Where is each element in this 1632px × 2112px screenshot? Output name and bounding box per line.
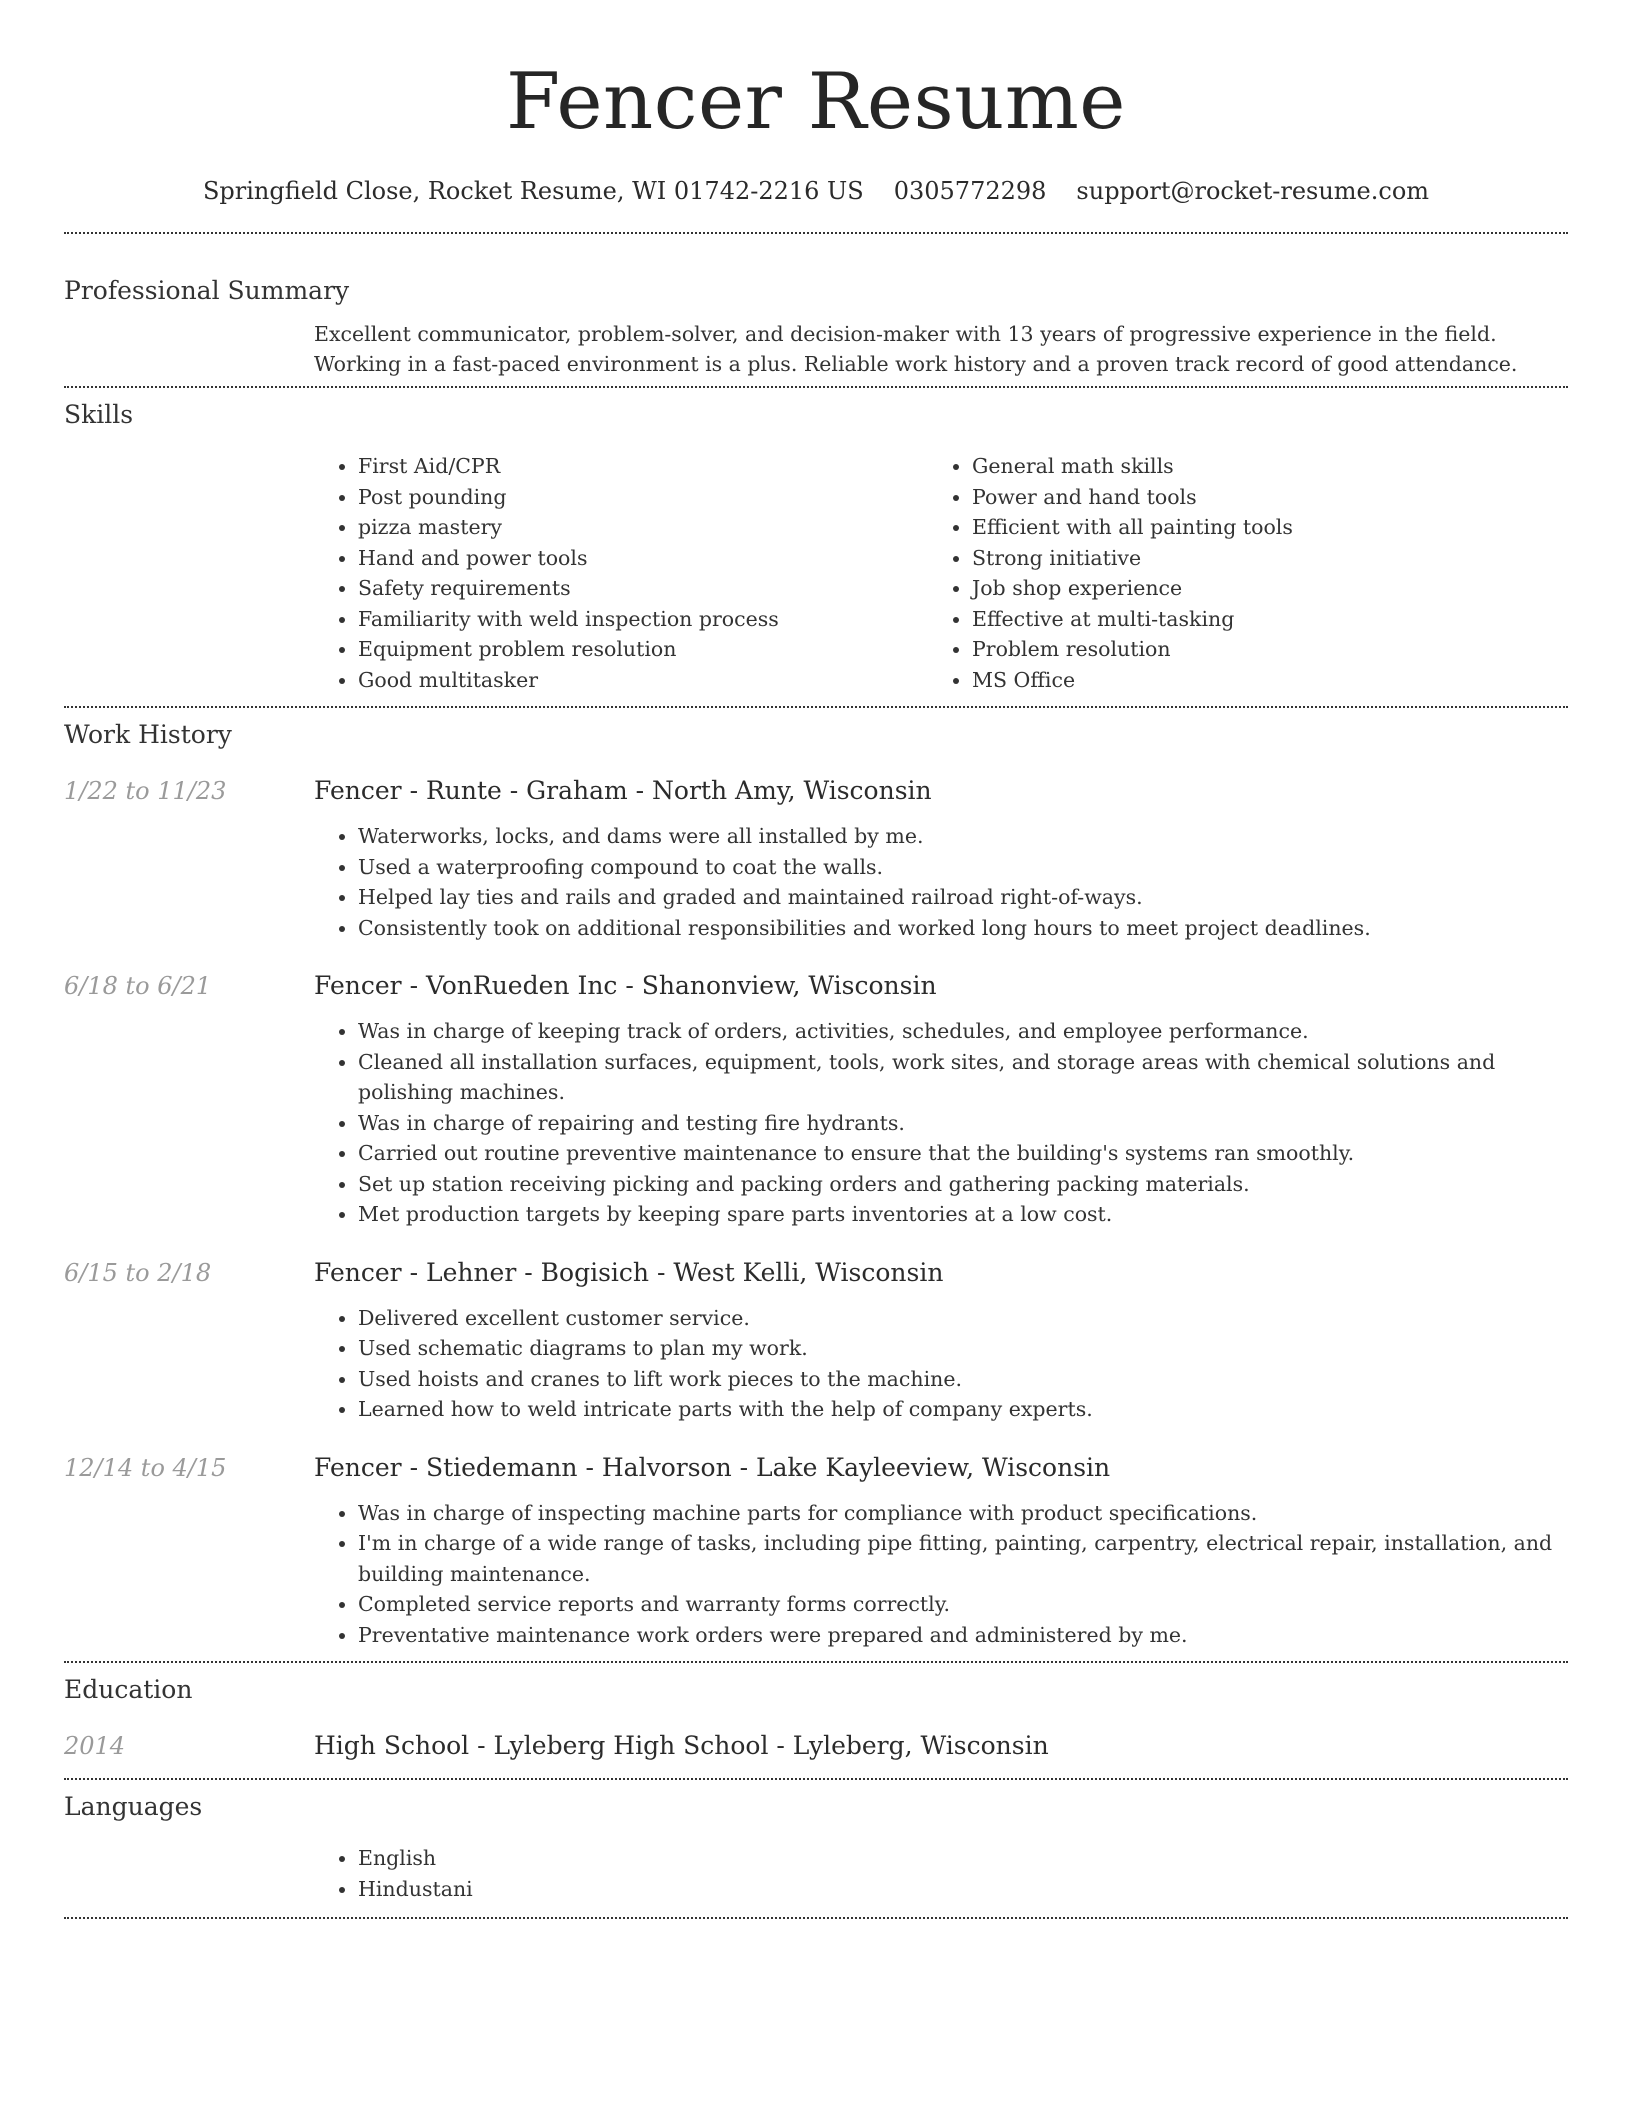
divider [64, 386, 1568, 388]
job-bullet: • Preventative maintenance work orders were prepared and administered by me. [358, 1620, 1568, 1651]
job-header [64, 1256, 1568, 1290]
summary-text: Excellent communicator, problem-solver, and decision-maker with 13 years of progressive experience in the field. Working in a fast-paced environment is a plus. Reliable work history and a proven track record of good attendance. [314, 322, 1518, 376]
skills-list-right [928, 451, 1542, 695]
job-header [64, 1451, 1568, 1485]
job-entry [64, 1451, 1568, 1651]
languages-heading: Languages [64, 1792, 203, 1821]
job-dates: 1/22 to 11/23 [64, 777, 227, 805]
education-section [64, 1673, 1568, 1763]
summary-section [64, 274, 1568, 379]
divider [64, 706, 1568, 708]
skills-column-right [928, 451, 1542, 695]
job-bullets [314, 1016, 1568, 1230]
job-header [64, 969, 1568, 1003]
skill-item: • Safety requirements [358, 573, 928, 604]
skill-item: • Efficient with all painting tools [972, 512, 1542, 543]
skills-section [64, 398, 1568, 695]
job-header [64, 774, 1568, 808]
languages-list [314, 1843, 1568, 1904]
job-bullets [314, 1498, 1568, 1651]
job-bullet: • Was in charge of inspecting machine parts for compliance with product specifications. [358, 1498, 1568, 1529]
education-entry [64, 1729, 1568, 1763]
skill-item: • Problem resolution [972, 634, 1542, 665]
languages-list-wrap [314, 1843, 1568, 1904]
skills-grid [314, 451, 1568, 695]
skill-item: • Familiarity with weld inspection process [358, 604, 928, 635]
job-bullet: • Used a waterproofing compound to coat the walls. [358, 852, 1568, 883]
job-bullet: • Carried out routine preventive maintenance to ensure that the building's systems ran smoothly. [358, 1138, 1568, 1169]
job-bullet: • Delivered excellent customer service. [358, 1303, 1568, 1334]
job-bullet-list [314, 1016, 1568, 1230]
education-title: High School - Lyleberg High School - Lyleberg, Wisconsin [314, 1731, 1049, 1760]
skill-item: • Job shop experience [972, 573, 1542, 604]
work-heading: Work History [64, 720, 232, 749]
job-bullet: • Cleaned all installation surfaces, equipment, tools, work sites, and storage areas with chemical solutions and polishing machines. [358, 1047, 1568, 1108]
job-bullet: • Used schematic diagrams to plan my work. [358, 1333, 1568, 1364]
address: Springfield Close, Rocket Resume, WI 01742-2216 US [202, 177, 864, 205]
phone: 0305772298 [893, 177, 1047, 205]
divider [64, 232, 1568, 234]
summary-heading: Professional Summary [64, 276, 350, 305]
job-bullet: • Was in charge of keeping track of orders, activities, schedules, and employee performance. [358, 1016, 1568, 1047]
job-bullet: • Completed service reports and warranty forms correctly. [358, 1589, 1568, 1620]
skill-item: • Power and hand tools [972, 482, 1542, 513]
education-date: 2014 [64, 1732, 126, 1760]
skills-column-left [314, 451, 928, 695]
skill-item: • Post pounding [358, 482, 928, 513]
language-item: • Hindustani [358, 1874, 1568, 1905]
job-bullet: • Learned how to weld intricate parts with the help of company experts. [358, 1394, 1568, 1425]
job-bullet: • Met production targets by keeping spare parts inventories at a low cost. [358, 1199, 1568, 1230]
resume-title: Fencer Resume [506, 57, 1126, 147]
contact-line [64, 174, 1568, 208]
email: support@rocket-resume.com [1076, 177, 1430, 205]
skill-item: • pizza mastery [358, 512, 928, 543]
skill-item: • General math skills [972, 451, 1542, 482]
skill-item: • First Aid/CPR [358, 451, 928, 482]
job-bullets [314, 821, 1568, 943]
work-section [64, 718, 1568, 1650]
job-bullet: • Waterworks, locks, and dams were all installed by me. [358, 821, 1568, 852]
job-bullet: • Consistently took on additional responsibilities and worked long hours to meet project deadlines. [358, 913, 1568, 944]
skill-item: • Hand and power tools [358, 543, 928, 574]
job-title: Fencer - VonRueden Inc - Shanonview, Wisconsin [314, 971, 937, 1000]
languages-section [64, 1790, 1568, 1904]
language-item: • English [358, 1843, 1568, 1874]
education-heading: Education [64, 1675, 193, 1704]
job-dates: 6/18 to 6/21 [64, 972, 212, 1000]
job-list [64, 774, 1568, 1650]
job-title: Fencer - Lehner - Bogisich - West Kelli, Wisconsin [314, 1257, 944, 1287]
job-entry [64, 774, 1568, 943]
job-bullet-list [314, 1303, 1568, 1425]
job-bullet-list [314, 821, 1568, 943]
job-bullet: • Helped lay ties and rails and graded and maintained railroad right-of-ways. [358, 882, 1568, 913]
divider [64, 1917, 1568, 1919]
divider [64, 1778, 1568, 1780]
job-entry [64, 1256, 1568, 1425]
job-dates: 6/15 to 2/18 [64, 1258, 212, 1287]
divider [64, 1661, 1568, 1663]
skills-list-left [314, 451, 928, 695]
skill-item: • Good multitasker [358, 665, 928, 696]
job-bullet: • Was in charge of repairing and testing fire hydrants. [358, 1108, 1568, 1139]
skill-item: • Equipment problem resolution [358, 634, 928, 665]
skill-item: • Strong initiative [972, 543, 1542, 574]
skill-item: • Effective at multi-tasking [972, 604, 1542, 635]
job-bullet: • Set up station receiving picking and packing orders and gathering packing materials. [358, 1169, 1568, 1200]
job-entry [64, 969, 1568, 1230]
job-bullet: • I'm in charge of a wide range of tasks, including pipe fitting, painting, carpentry, electrical repair, installation, and building maintenance. [358, 1528, 1568, 1589]
job-title: Fencer - Stiedemann - Halvorson - Lake Kayleeview, Wisconsin [314, 1452, 1111, 1482]
job-bullet: • Used hoists and cranes to lift work pieces to the machine. [358, 1364, 1568, 1395]
job-dates: 12/14 to 4/15 [64, 1453, 227, 1482]
skills-heading: Skills [64, 400, 134, 429]
skill-item: • MS Office [972, 665, 1542, 696]
job-title: Fencer - Runte - Graham - North Amy, Wisconsin [314, 776, 932, 805]
job-bullets [314, 1303, 1568, 1425]
job-bullet-list [314, 1498, 1568, 1651]
